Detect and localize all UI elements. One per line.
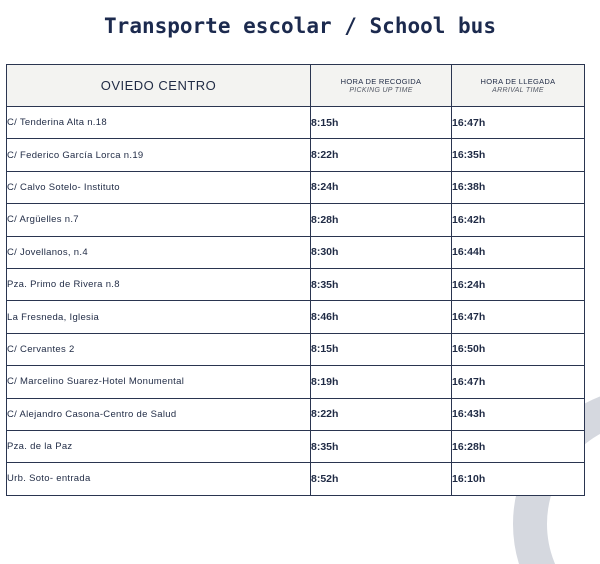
arrival-time-cell: 16:35h — [452, 139, 585, 171]
pickup-time-cell: 8:24h — [311, 171, 452, 203]
stop-cell: C/ Marcelino Suarez-Hotel Monumental — [7, 366, 311, 398]
arrival-time-cell: 16:44h — [452, 236, 585, 268]
school-bus-schedule-table — [6, 64, 585, 496]
table-row — [7, 366, 585, 398]
pickup-time-cell: 8:15h — [311, 333, 452, 365]
table-header-row — [7, 65, 585, 107]
stop-cell: C/ Federico García Lorca n.19 — [7, 139, 311, 171]
table-row — [7, 236, 585, 268]
stop-cell: C/ Argüelles n.7 — [7, 204, 311, 236]
stop-cell: Urb. Soto- entrada — [7, 463, 311, 495]
route-header — [7, 65, 311, 107]
arrival-time-cell: 16:38h — [452, 171, 585, 203]
arrival-time-cell: 16:47h — [452, 107, 585, 139]
pickup-header-es: HORA DE RECOGIDA — [340, 77, 422, 86]
stop-cell: C/ Alejandro Casona-Centro de Salud — [7, 398, 311, 430]
table-row — [7, 430, 585, 462]
arrival-time-cell: 16:24h — [452, 268, 585, 300]
table-row — [7, 139, 585, 171]
table-row — [7, 463, 585, 495]
arrival-header-es: HORA DE LLEGADA — [480, 77, 556, 86]
pickup-time-cell: 8:19h — [311, 366, 452, 398]
stop-cell: Pza. Primo de Rivera n.8 — [7, 268, 311, 300]
stop-cell: C/ Calvo Sotelo- Instituto — [7, 171, 311, 203]
table-row — [7, 204, 585, 236]
arrival-header — [452, 65, 585, 107]
table-row — [7, 398, 585, 430]
table-row — [7, 268, 585, 300]
pickup-header — [311, 65, 452, 107]
arrival-header-en: ARRIVAL TIME — [492, 87, 544, 94]
pickup-time-cell: 8:30h — [311, 236, 452, 268]
schedule-rows — [7, 107, 585, 496]
arrival-time-cell: 16:50h — [452, 333, 585, 365]
table-row — [7, 171, 585, 203]
table-row — [7, 301, 585, 333]
arrival-time-cell: 16:10h — [452, 463, 585, 495]
pickup-time-cell: 8:22h — [311, 398, 452, 430]
table-row — [7, 333, 585, 365]
route-header-label: OVIEDO CENTRO — [100, 77, 217, 93]
stop-cell: Pza. de la Paz — [7, 430, 311, 462]
pickup-time-cell: 8:35h — [311, 430, 452, 462]
pickup-time-cell: 8:46h — [311, 301, 452, 333]
pickup-time-cell: 8:28h — [311, 204, 452, 236]
arrival-time-cell: 16:43h — [452, 398, 585, 430]
pickup-header-en: PICKING UP TIME — [349, 87, 413, 94]
table-row — [7, 107, 585, 139]
stop-cell: La Fresneda, Iglesia — [7, 301, 311, 333]
pickup-time-cell: 8:22h — [311, 139, 452, 171]
pickup-time-cell: 8:35h — [311, 268, 452, 300]
stop-cell: C/ Cervantes 2 — [7, 333, 311, 365]
page-title: Transporte escolar / School bus — [104, 14, 496, 38]
arrival-time-cell: 16:47h — [452, 366, 585, 398]
pickup-time-cell: 8:52h — [311, 463, 452, 495]
arrival-time-cell: 16:42h — [452, 204, 585, 236]
arrival-time-cell: 16:28h — [452, 430, 585, 462]
pickup-time-cell: 8:15h — [311, 107, 452, 139]
arrival-time-cell: 16:47h — [452, 301, 585, 333]
stop-cell: C/ Jovellanos, n.4 — [7, 236, 311, 268]
stop-cell: C/ Tenderina Alta n.18 — [7, 107, 311, 139]
